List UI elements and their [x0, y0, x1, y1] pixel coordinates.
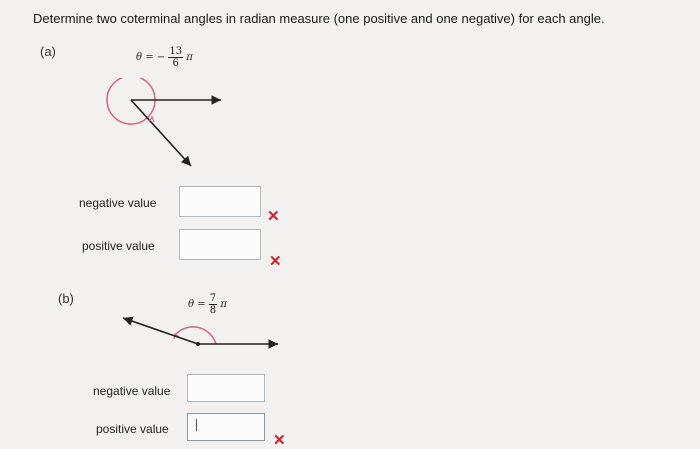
- theta-symbol: θ: [136, 52, 143, 63]
- part-a-angle-expression: [136, 46, 193, 69]
- pi-symbol: π: [220, 299, 227, 310]
- minus-sign: −: [156, 52, 166, 63]
- part-a-label: (a): [40, 44, 56, 59]
- part-a-negative-input[interactable]: [179, 186, 261, 217]
- fraction-denominator: 8: [209, 305, 217, 316]
- angle-fraction: [168, 46, 183, 69]
- incorrect-x-icon: ✕: [273, 432, 286, 449]
- rotation-arc: [175, 327, 216, 344]
- incorrect-x-icon: ✕: [267, 208, 280, 225]
- part-a-negative-label: negative value: [79, 196, 157, 210]
- part-b-positive-label: positive value: [96, 422, 169, 436]
- fraction-denominator: 6: [172, 58, 179, 69]
- equals-sign: =: [197, 299, 206, 310]
- theta-symbol: θ: [188, 299, 195, 310]
- question-instruction: Determine two coterminal angles in radian measure (one positive and one negative) for each angle.: [33, 11, 605, 26]
- text-cursor: [196, 419, 197, 431]
- equals-sign: =: [145, 52, 154, 63]
- part-a-positive-label: positive value: [82, 239, 155, 253]
- terminal-side-ray: [131, 100, 191, 166]
- part-b-positive-input[interactable]: [187, 413, 265, 441]
- part-a-angle-diagram: [95, 78, 235, 178]
- pi-symbol: π: [186, 52, 193, 63]
- part-b-angle-diagram: [118, 310, 288, 355]
- part-b-negative-input[interactable]: [187, 374, 265, 402]
- incorrect-x-icon: ✕: [269, 253, 282, 270]
- fraction-numerator: 13: [169, 46, 183, 57]
- terminal-side-ray: [123, 318, 198, 344]
- vertex-dot: [196, 342, 200, 346]
- fraction-numerator: 7: [209, 293, 217, 304]
- part-b-label: (b): [58, 291, 74, 306]
- part-a-positive-input[interactable]: [179, 229, 261, 260]
- part-b-negative-label: negative value: [93, 384, 171, 398]
